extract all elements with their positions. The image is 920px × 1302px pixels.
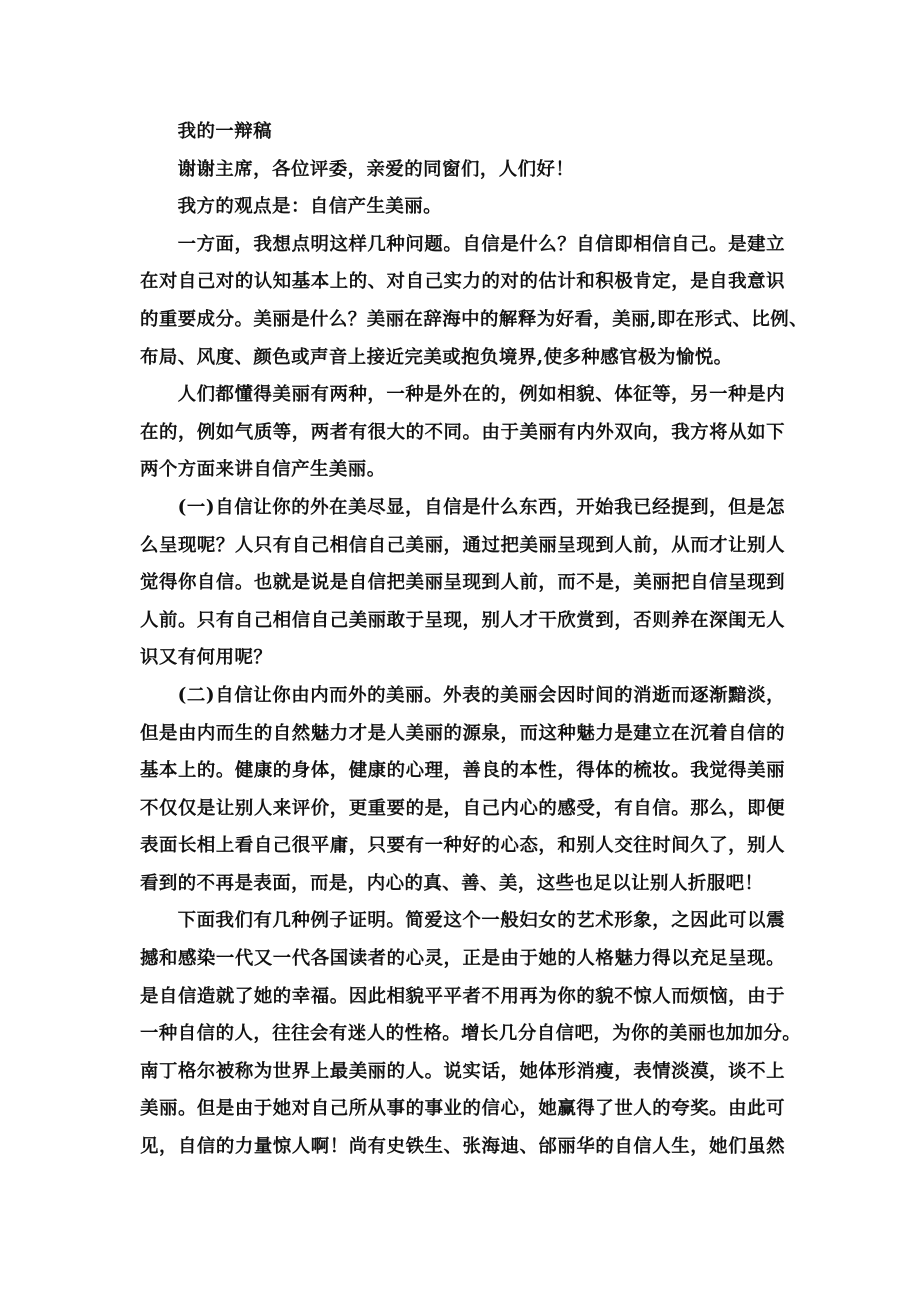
text-line: 下面我们有几种例子证明。简爱这个一般妇女的艺术形象，之因此可以震 [177,910,785,932]
thesis-line: 我方的观点是：自信产生美丽。 [177,196,443,218]
text-line: 觉得你自信。也就是说是自信把美丽呈现到人前，而不是，美丽把自信呈现到 [140,572,785,594]
text-line: 南丁格尔被称为世界上最美丽的人。说实话，她体形消瘦，表情淡漠，谈不上 [140,1060,785,1082]
text-line: 表面长相上看自己很平庸，只要有一种好的心态，和别人交往时间久了，别人 [140,835,785,857]
text-line: 但是由内而生的自然魅力才是人美丽的源泉，而这种魅力是建立在沉着自信的 [140,722,785,744]
document-page [140,113,809,1166]
text-line: 人们都懂得美丽有两种，一种是外在的，例如相貌、体征等，另一种是内 [177,384,785,406]
text-line: 见，自信的力量惊人啊！尚有史铁生、张海迪、邰丽华的自信人生，她们虽然 [140,1136,785,1158]
greeting-line: 谢谢主席，各位评委，亲爱的同窗们，人们好！ [177,158,575,180]
text-line: 的重要成分。美丽是什么？美丽在辞海中的解释为好看，美丽,即在形式、比例、 [140,308,809,330]
text-line: 是自信造就了她的幸福。因此相貌平平者不用再为你的貌不惊人而烦恼，由于 [140,985,785,1007]
text-line: 一方面，我想点明这样几种问题。自信是什么？自信即相信自己。是建立 [177,233,785,255]
text-line: 布局、风度、颜色或声音上接近完美或抱负境界,使多种感官极为愉悦。 [140,346,733,368]
paragraph-examples [140,902,802,1165]
text-line: (二)自信让你由内而外的美丽。外表的美丽会因时间的消逝而逐渐黯淡， [177,684,785,706]
paragraph-point-one [140,489,785,677]
text-line: (一)自信让你的外在美尽显，自信是什么东西，开始我已经提到，但是怎 [177,496,785,518]
text-line: 在的，例如气质等，两者有很大的不同。由于美丽有内外双向，我方将从如下 [140,421,785,443]
text-line: 么呈现呢？人只有自己相信自己美丽，通过把美丽呈现到人前，从而才让别人 [140,534,785,556]
text-line: 两个方面来讲自信产生美丽。 [140,459,386,481]
text-line: 看到的不再是表面，而是，内心的真、善、美，这些也足以让别人折服吧！ [140,872,764,894]
text-line: 撼和感染一代又一代各国读者的心灵，正是由于她的人格魅力得以充足呈现。 [140,948,785,970]
paragraph-two-kinds [140,376,785,489]
text-line: 人前。只有自己相信自己美丽敢于呈现，别人才干欣赏到，否则养在深闺无人 [140,609,785,631]
document-title: 我的一辩稿 [177,121,273,142]
text-line: 一种自信的人，往往会有迷人的性格。增长几分自信吧，为你的美丽也加加分。 [140,1023,802,1045]
text-line: 基本上的。健康的身体，健康的心理，善良的本性，得体的梳妆。我觉得美丽 [140,760,785,782]
text-line: 在对自己对的认知基本上的、对自己实力的对的估计和积极肯定，是自我意识 [140,271,785,293]
paragraph-point-two [140,677,785,903]
text-line: 识又有何用呢？ [140,647,273,669]
paragraph-definitions [140,226,809,376]
text-line: 美丽。但是由于她对自己所从事的事业的信心，她赢得了世人的夸奖。由此可 [140,1098,785,1120]
text-line: 不仅仅是让别人来评价，更重要的是，自己内心的感受，有自信。那么，即便 [140,797,785,819]
